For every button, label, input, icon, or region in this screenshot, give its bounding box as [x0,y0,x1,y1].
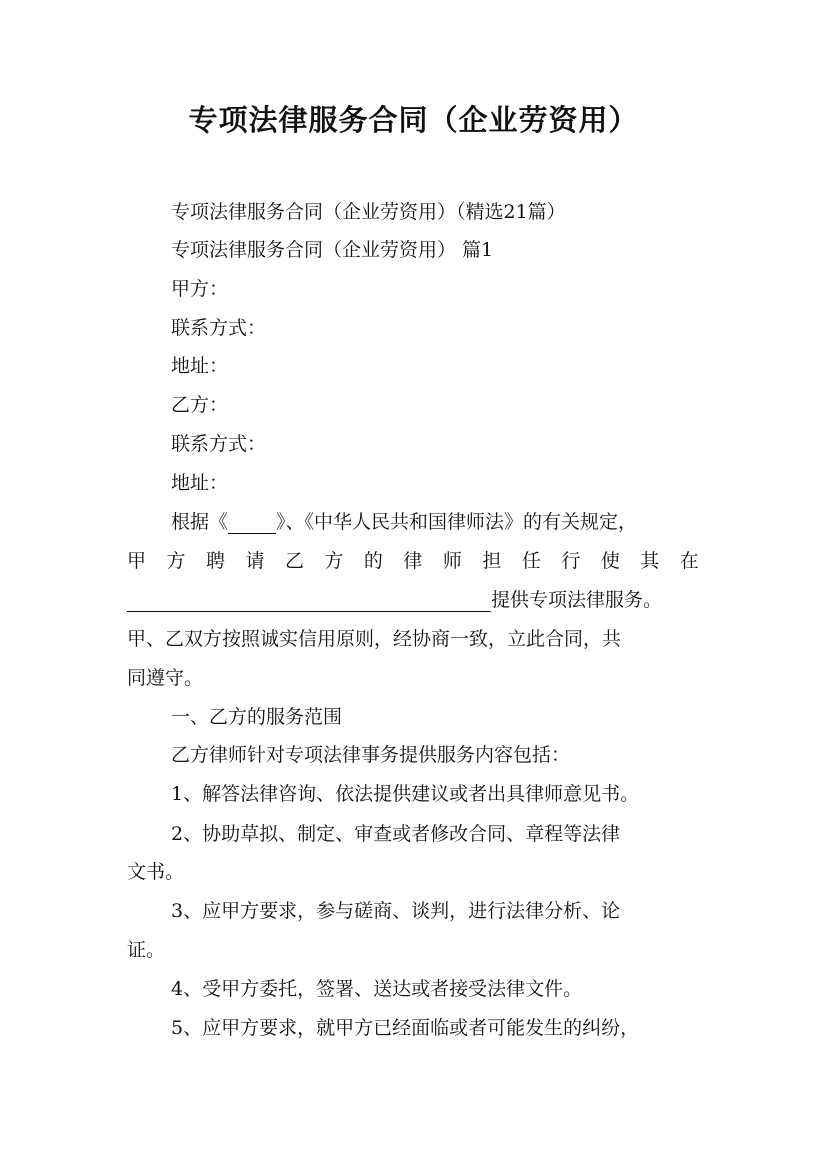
scope-item-3-cont: 证。 [127,939,166,961]
legal-basis-line [171,510,637,534]
party-a-contact-label: 联系方式： [171,317,267,339]
service-line [127,588,662,612]
legal-basis-start: 根据《 [171,511,229,533]
agreement-line-1: 甲、乙双方按照诚实信用原则，经协商一致，立此合同，共 [127,628,622,650]
engage-char: 师 [442,550,462,572]
agreement-line-2: 同遵守。 [127,667,204,689]
engage-char: 行 [561,550,581,572]
engage-char: 律 [403,550,423,572]
engage-char: 担 [482,550,502,572]
scope-item-5: 5、应甲方要求，就甲方已经面临或者可能发生的纠纷， [171,1017,640,1039]
engage-char: 乙 [284,550,304,572]
blank-service-matter [127,591,491,612]
party-b-label: 乙方： [171,394,229,416]
scope-item-2-cont: 文书。 [127,861,185,883]
engage-char: 请 [245,550,265,572]
section-heading-scope: 一、乙方的服务范围 [171,706,343,728]
engage-char: 的 [363,550,383,572]
legal-basis-end: 》、《中华人民共和国律师法》的有关规定， [276,511,638,533]
scope-item-3: 3、应甲方要求，参与磋商、谈判，进行法律分析、论 [171,900,621,922]
engage-char: 甲 [127,550,147,572]
party-a-label: 甲方： [171,278,229,300]
scope-item-1: 1、解答法律咨询、依法提供建议或者出具律师意见书。 [171,783,640,805]
blank-law-name [228,513,276,534]
engagement-line [127,549,699,573]
engage-char: 其 [640,550,660,572]
engage-char: 聘 [205,550,225,572]
engage-char: 在 [679,550,699,572]
part-heading: 专项法律服务合同（企业劳资用） 篇1 [171,239,494,261]
engage-char: 任 [521,550,541,572]
document-title: 专项法律服务合同（企业劳资用） [188,103,639,137]
document-subtitle: 专项法律服务合同（企业劳资用）（精选21篇） [171,201,566,223]
scope-item-4: 4、受甲方委托，签署、送达或者接受法律文件。 [171,978,583,1000]
party-a-address-label: 地址： [171,355,229,377]
provide-service-text: 提供专项法律服务。 [491,589,663,611]
engage-char: 方 [324,550,344,572]
engage-char: 使 [600,550,620,572]
engage-char: 方 [166,550,186,572]
party-b-contact-label: 联系方式： [171,433,267,455]
scope-item-2: 2、协助草拟、制定、审查或者修改合同、章程等法律 [171,823,621,845]
party-b-address-label: 地址： [171,472,229,494]
scope-intro: 乙方律师针对专项法律事务提供服务内容包括： [171,744,571,766]
